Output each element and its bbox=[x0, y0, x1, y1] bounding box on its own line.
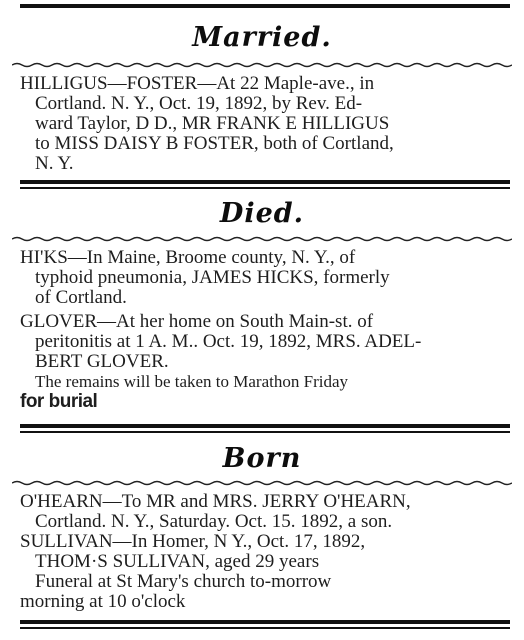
married-bottom-rule bbox=[20, 180, 510, 184]
born-heading: Born bbox=[222, 443, 302, 474]
glover-burial-note: for burial bbox=[20, 391, 98, 412]
born-bottom-rule-thin bbox=[20, 627, 510, 629]
glover-notice bbox=[20, 312, 512, 412]
hicks-notice bbox=[20, 248, 512, 308]
glover-remains-note: The remains will be taken to Marathon Friday bbox=[35, 372, 348, 391]
married-notice bbox=[20, 74, 512, 174]
glover-line-3: BERT GLOVER. bbox=[35, 351, 169, 372]
top-rule bbox=[20, 4, 510, 8]
hicks-line-2: typhoid pneumonia, JAMES HICKS, formerly bbox=[35, 267, 390, 288]
hicks-line-3: of Cortland. bbox=[35, 287, 127, 308]
died-heading: Died. bbox=[219, 198, 305, 229]
sullivan-line-1: SULLIVAN—In Homer, N Y., Oct. 17, 1892, bbox=[20, 531, 366, 552]
glover-line-1: GLOVER—At her home on South Main-st. of bbox=[20, 311, 374, 332]
funeral-line-1: Funeral at St Mary's church to-morrow bbox=[35, 571, 332, 592]
married-bottom-rule-thin bbox=[20, 187, 510, 189]
died-wave-divider bbox=[12, 236, 512, 242]
glover-line-2: peritonitis at 1 A. M.. Oct. 19, 1892, MRS. ADEL- bbox=[35, 331, 422, 352]
married-line-4: to MISS DAISY B FOSTER, both of Cortland, bbox=[35, 133, 394, 154]
married-wave-divider bbox=[12, 62, 512, 68]
ohearn-line-1: O'HEARN—To MR and MRS. JERRY O'HEARN, bbox=[20, 491, 411, 512]
married-heading: Married. bbox=[192, 22, 332, 53]
married-line-3: ward Taylor, D D., MR FRANK E HILLIGUS bbox=[35, 113, 390, 134]
born-bottom-rule bbox=[20, 620, 510, 624]
hicks-line-1: HI'KS—In Maine, Broome county, N. Y., of bbox=[20, 247, 356, 268]
funeral-line-2: morning at 10 o'clock bbox=[20, 591, 186, 612]
married-line-1: HILLIGUS—FOSTER—At 22 Maple-ave., in bbox=[20, 73, 375, 94]
born-wave-divider bbox=[12, 480, 512, 486]
died-bottom-rule bbox=[20, 424, 510, 428]
sullivan-line-2: THOM·S SULLIVAN, aged 29 years bbox=[35, 551, 320, 572]
married-line-5: N. Y. bbox=[35, 153, 74, 174]
died-bottom-rule-thin bbox=[20, 431, 510, 433]
born-notices bbox=[20, 492, 512, 612]
ohearn-line-2: Cortland. N. Y., Saturday. Oct. 15. 1892, a son. bbox=[35, 511, 393, 532]
married-line-2: Cortland. N. Y., Oct. 19, 1892, by Rev. Ed- bbox=[35, 93, 363, 114]
